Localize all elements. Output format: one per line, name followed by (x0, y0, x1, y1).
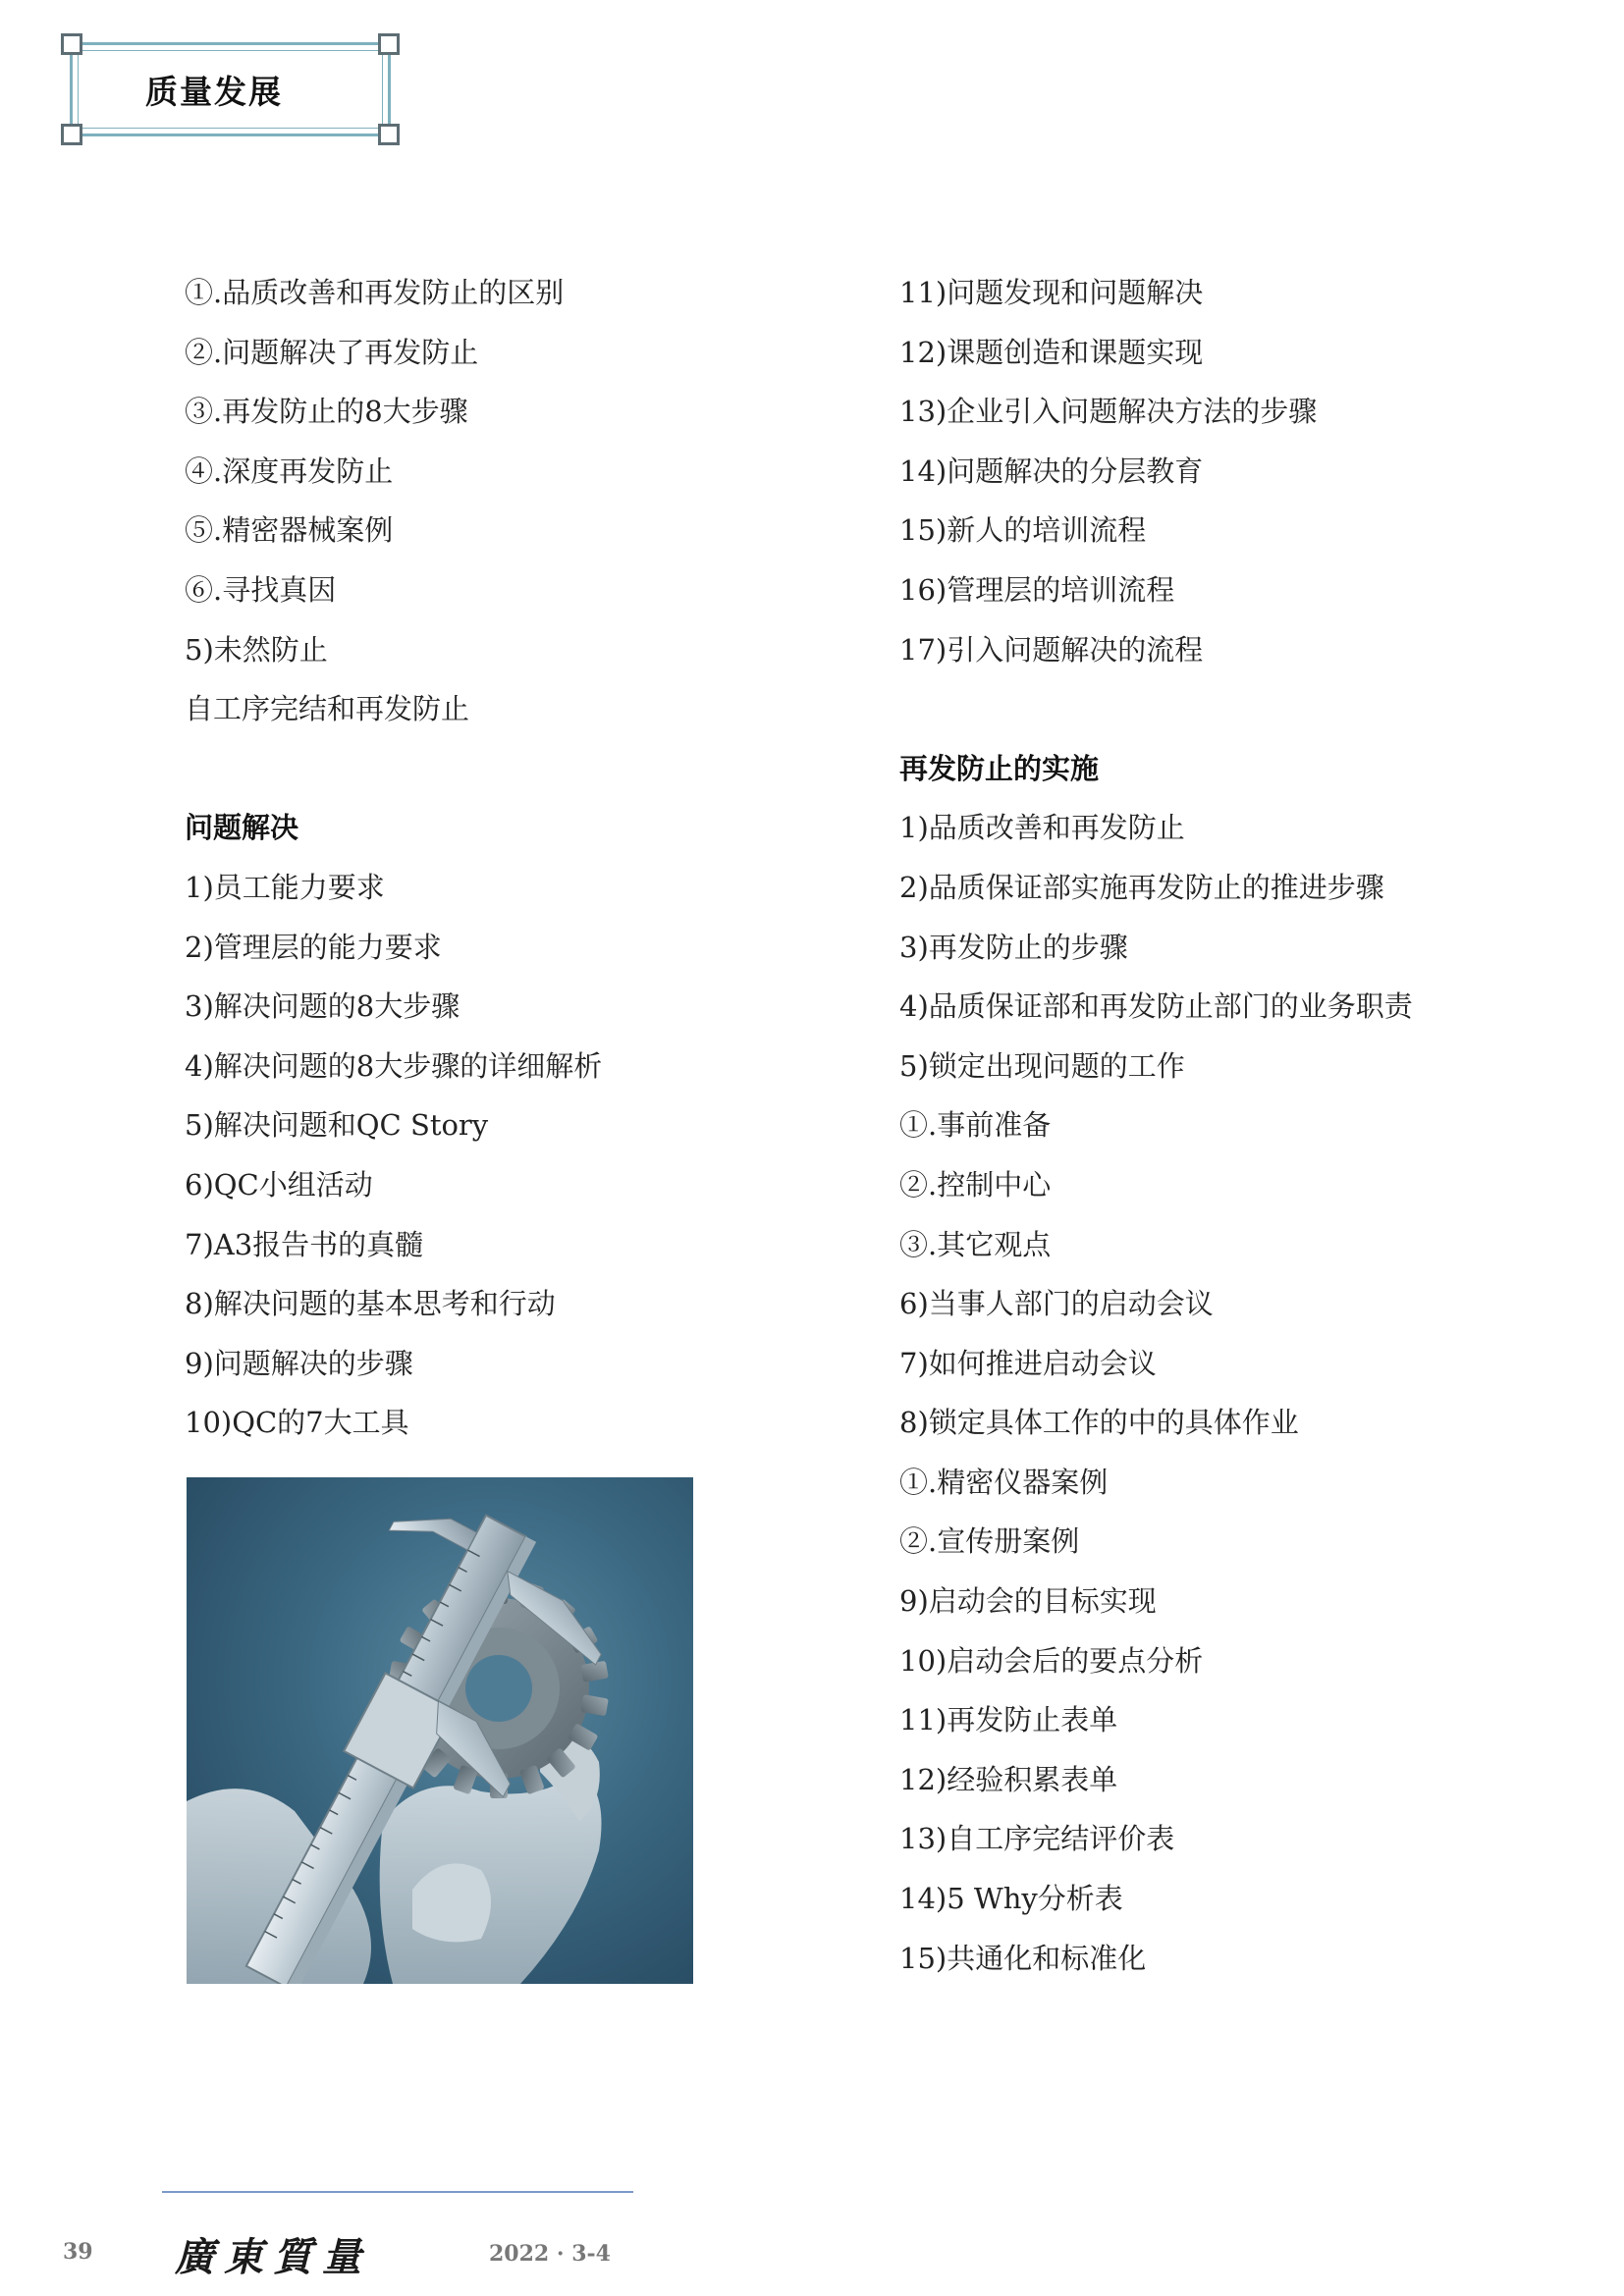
list-item: 8)锁定具体工作的中的具体作业 (899, 1406, 1299, 1440)
list-item: 12)课题创造和课题实现 (899, 335, 1204, 369)
list-item: 7)如何推进启动会议 (899, 1346, 1157, 1380)
list-item: ⑥.寻找真因 (185, 572, 337, 607)
caliper-gear-photo (187, 1477, 693, 1984)
corner-ornament (61, 33, 82, 55)
spacer (899, 679, 1413, 739)
section-heading: 再发防止的实施 (899, 751, 1100, 785)
list-item: 3)解决问题的8大步骤 (185, 989, 460, 1024)
list-item: ②.问题解决了再发防止 (185, 335, 479, 369)
list-item: 17)引入问题解决的流程 (899, 632, 1204, 667)
footer-rule (162, 2191, 633, 2193)
list-item: 9)启动会的目标实现 (899, 1584, 1157, 1619)
list-item: 14)问题解决的分层教育 (899, 454, 1204, 488)
list-item: ①.事前准备 (899, 1108, 1052, 1143)
list-item: 2)管理层的能力要求 (185, 930, 442, 964)
list-item: 14)5 Why分析表 (899, 1882, 1123, 1916)
list-item: 15)共通化和标准化 (899, 1941, 1147, 1975)
list-item: 10)QC的7大工具 (185, 1406, 409, 1440)
list-item: 自工序完结和再发防止 (185, 692, 470, 726)
spacer (185, 739, 602, 799)
list-item: 9)问题解决的步骤 (185, 1346, 413, 1380)
list-item: ①.精密仪器案例 (899, 1465, 1109, 1499)
corner-ornament (61, 124, 82, 145)
list-item: ③.其它观点 (899, 1227, 1052, 1261)
list-item: 12)经验积累表单 (899, 1762, 1118, 1796)
tag-inner-frame (78, 50, 383, 129)
issue-date: 2022 · 3-4 (489, 2241, 611, 2267)
list-item: ⑤.精密器械案例 (185, 513, 394, 548)
list-item: ③.再发防止的8大步骤 (185, 395, 468, 429)
list-item: 6)当事人部门的启动会议 (899, 1287, 1214, 1321)
list-item: 4)解决问题的8大步骤的详细解析 (185, 1048, 603, 1083)
list-item: ②.宣传册案例 (899, 1524, 1080, 1559)
list-item: 11)问题发现和问题解决 (899, 276, 1204, 309)
page-number: 39 (63, 2239, 93, 2265)
list-item: 13)企业引入问题解决方法的步骤 (899, 395, 1318, 429)
list-item: 13)自工序完结评价表 (899, 1822, 1175, 1856)
list-item: 16)管理层的培训流程 (899, 572, 1175, 607)
corner-ornament (378, 33, 400, 55)
left-column (185, 263, 602, 1453)
corner-ornament (378, 124, 400, 145)
list-item: 15)新人的培训流程 (899, 513, 1147, 548)
list-item: 5)锁定出现问题的工作 (899, 1048, 1185, 1083)
section-title: 质量发展 (145, 72, 283, 111)
list-item: 10)启动会后的要点分析 (899, 1643, 1204, 1678)
list-item: 4)品质保证部和再发防止部门的业务职责 (899, 989, 1413, 1024)
list-item: ①.品质改善和再发防止的区别 (185, 276, 565, 309)
list-item: 8)解决问题的基本思考和行动 (185, 1287, 556, 1321)
magazine-logo: 廣東質量 (175, 2234, 371, 2280)
right-column (899, 263, 1413, 1988)
section-tag (61, 33, 400, 145)
list-item: 7)A3报告书的真髓 (185, 1227, 424, 1261)
list-item: 3)再发防止的步骤 (899, 930, 1128, 964)
list-item: 5)未然防止 (185, 632, 328, 667)
list-item: 5)解决问题和QC Story (185, 1108, 489, 1143)
section-heading: 问题解决 (185, 811, 299, 845)
list-item: 6)QC小组活动 (185, 1167, 373, 1201)
list-item: 1)员工能力要求 (185, 870, 385, 904)
list-item: 1)品质改善和再发防止 (899, 811, 1185, 845)
list-item: 11)再发防止表单 (899, 1703, 1118, 1737)
list-item: ④.深度再发防止 (185, 454, 394, 488)
list-item: 2)品质保证部实施再发防止的推进步骤 (899, 870, 1384, 904)
list-item: ②.控制中心 (899, 1167, 1052, 1201)
